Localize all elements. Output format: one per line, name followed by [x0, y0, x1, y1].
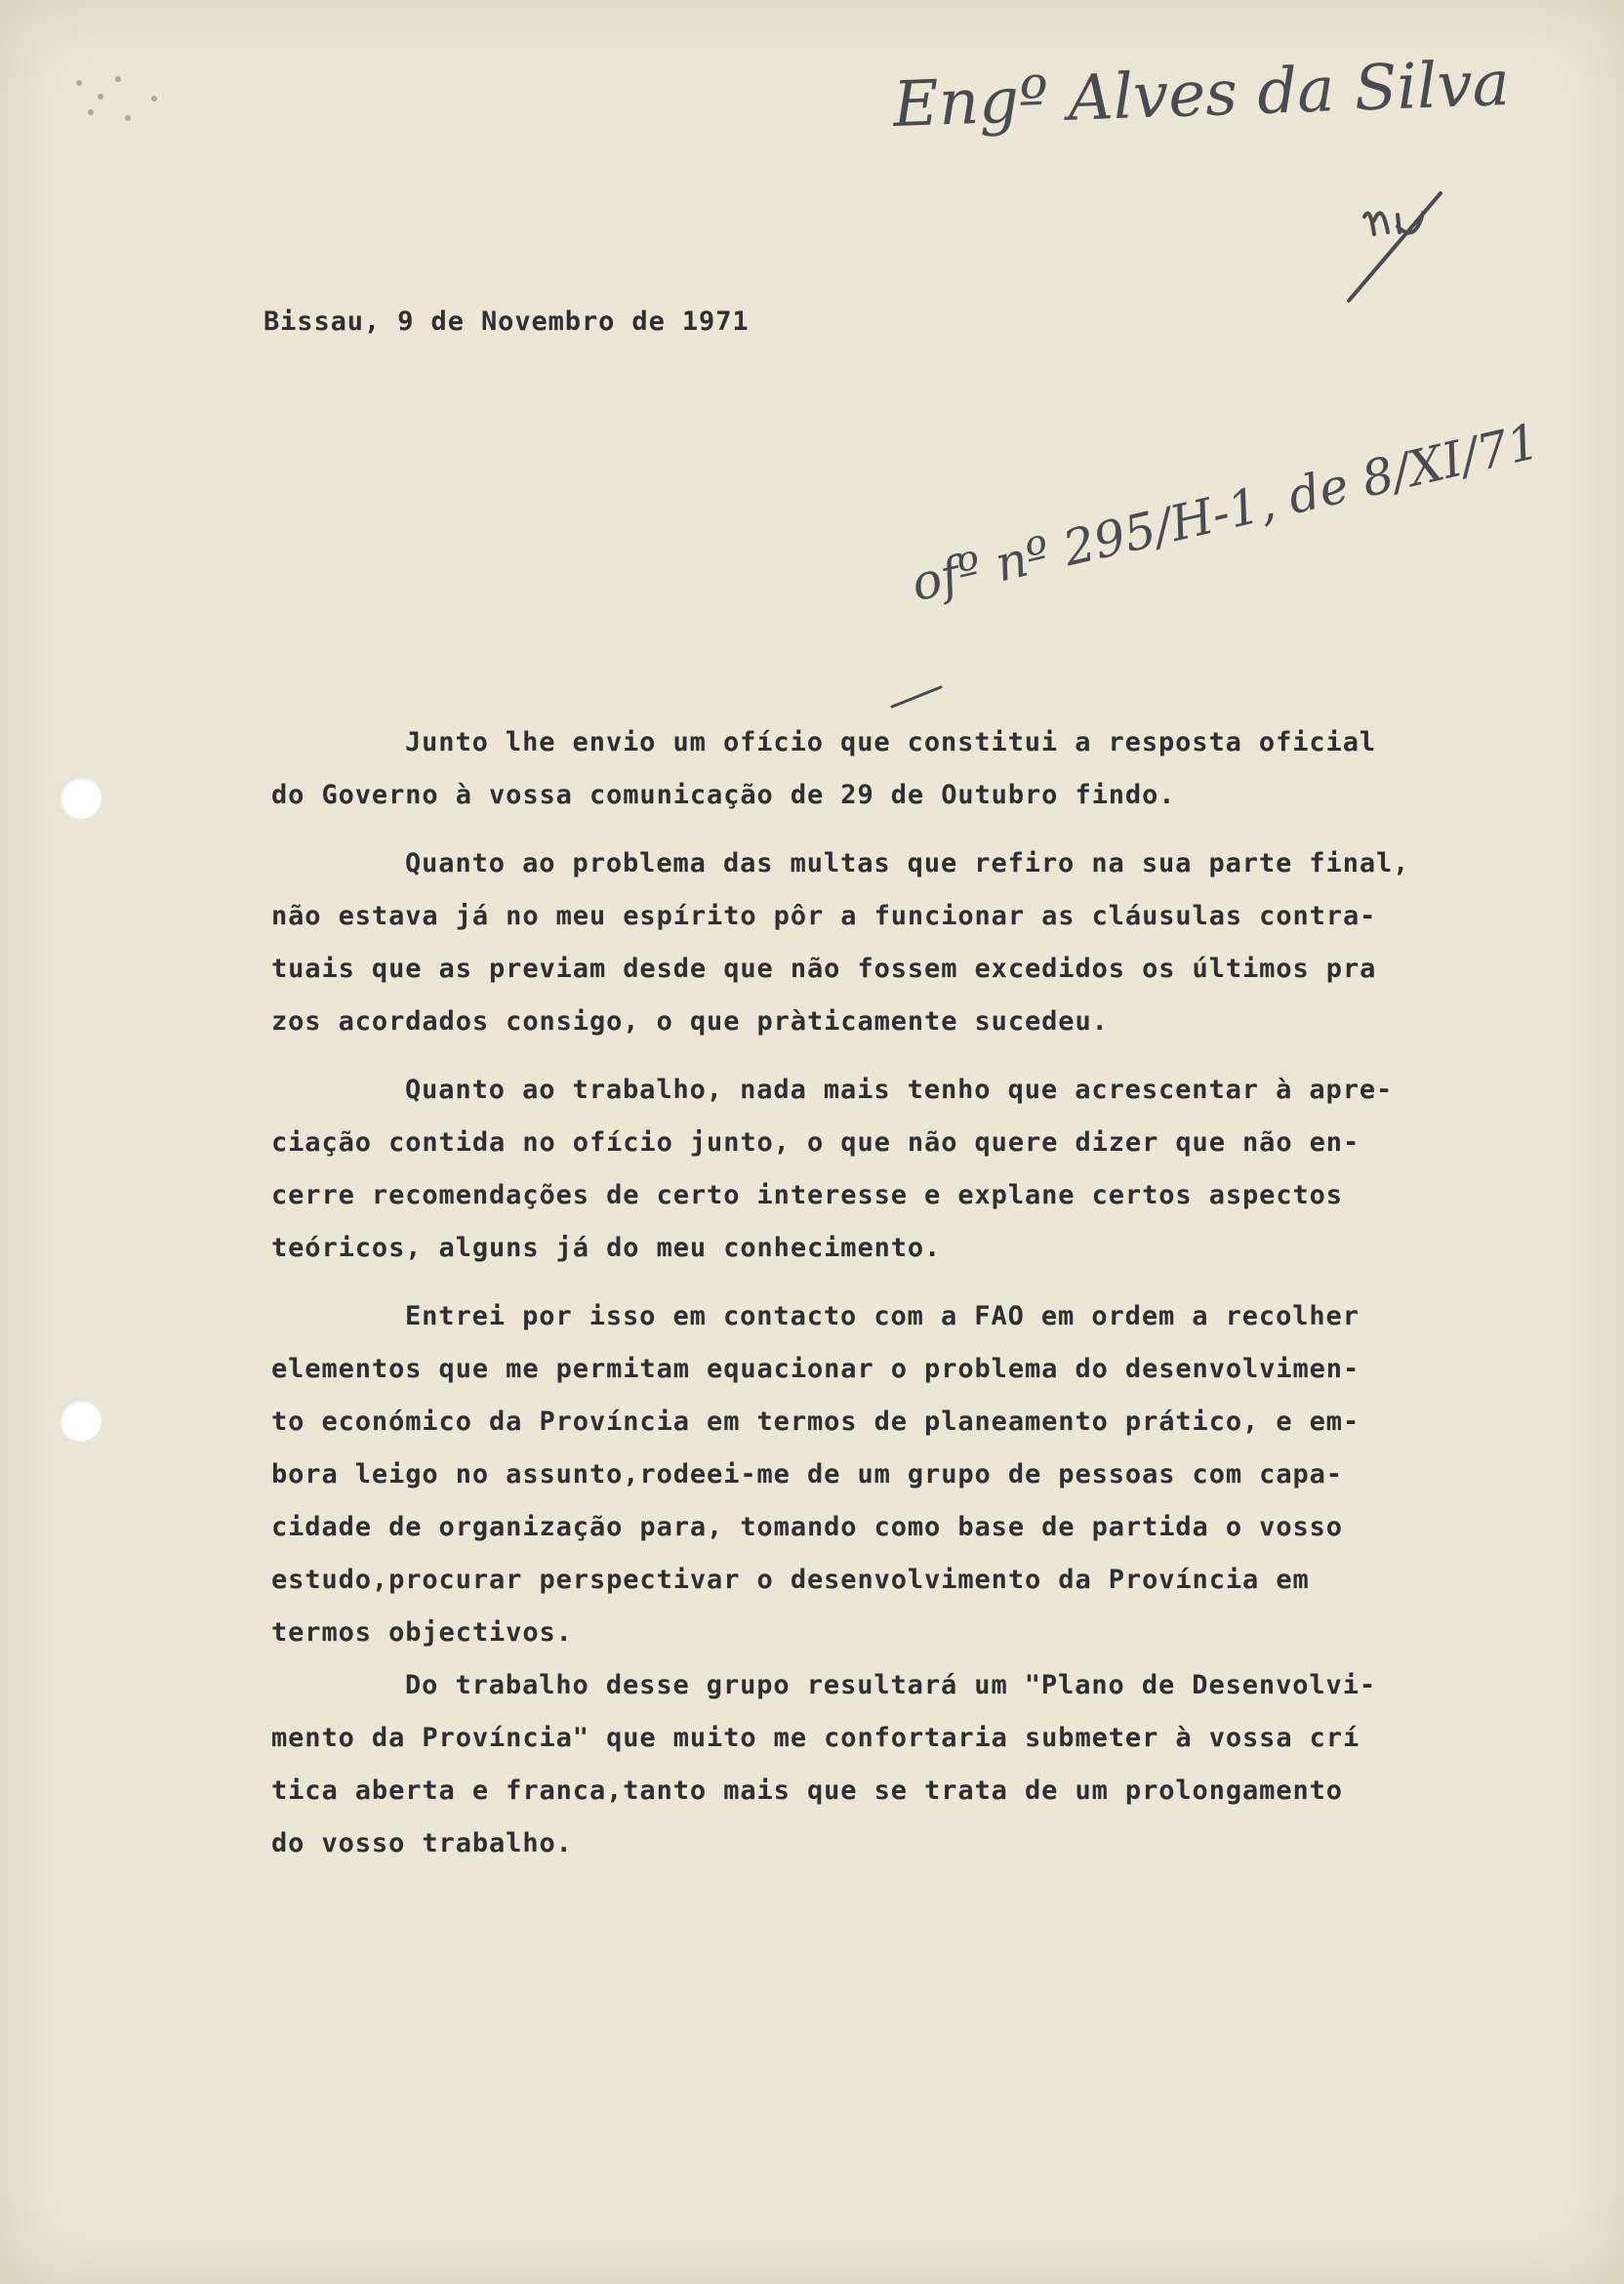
text-line: estudo,procurar perspectivar o desenvolvimento da Província em: [271, 1565, 1310, 1595]
paper-speck: [88, 109, 94, 115]
paragraph-4: [271, 1290, 1560, 1659]
text-line: tica aberta e franca,tanto mais que se trata de um prolongamento: [271, 1775, 1343, 1806]
handwritten-name: Engº Alves da Silva: [891, 47, 1511, 143]
text-line: Do trabalho desse grupo resultará um "Plano de Desenvolvi-: [405, 1670, 1377, 1700]
text-line: ciação contida no ofício junto, o que não quere dizer que não en-: [271, 1127, 1360, 1158]
text-line: to económico da Província em termos de planeamento prático, e em-: [271, 1407, 1360, 1437]
text-line: tuais que as previam desde que não fossem excedidos os últimos pra: [271, 954, 1377, 984]
text-line: elementos que me permitam equacionar o problema do desenvolvimen-: [271, 1354, 1360, 1384]
text-line: Quanto ao problema das multas que refiro na sua parte final,: [405, 848, 1410, 878]
text-line: do Governo à vossa comunicação de 29 de Outubro findo.: [271, 780, 1176, 810]
dateline: Bissau, 9 de Novembro de 1971: [264, 306, 750, 337]
text-line: bora leigo no assunto,rodeei-me de um grupo de pessoas com capa-: [271, 1459, 1343, 1489]
paragraph-5: [271, 1659, 1560, 1870]
handwritten-reference: ofº nº 295/H-1, de 8/XI/71: [906, 412, 1545, 613]
paper-speck: [151, 96, 157, 102]
text-line: teóricos, alguns já do meu conhecimento.: [271, 1233, 942, 1263]
text-line: Entrei por isso em contacto com a FAO em ordem a recolher: [405, 1301, 1360, 1331]
paragraph-2: [271, 837, 1560, 1048]
paper-speck: [76, 80, 82, 86]
text-line: Quanto ao trabalho, nada mais tenho que acrescentar à apre-: [405, 1075, 1394, 1105]
paper-speck: [115, 76, 121, 82]
text-line: termos objectivos.: [271, 1617, 573, 1648]
text-line: cerre recomendações de certo interesse e explane certos aspectos: [271, 1180, 1343, 1210]
punch-hole: [59, 1399, 102, 1442]
text-line: mento da Província" que muito me confortaria submeter à vossa crí: [271, 1723, 1360, 1753]
paper-speck: [98, 94, 103, 100]
paragraph-1: [271, 716, 1560, 822]
text-line: zos acordados consigo, o que pràticamente sucedeu.: [271, 1006, 1109, 1037]
handwritten-initials: [1337, 176, 1483, 312]
handwritten-dash: [888, 683, 947, 713]
paper-speck: [125, 115, 131, 121]
text-line: do vosso trabalho.: [271, 1828, 573, 1858]
punch-hole: [59, 776, 102, 819]
text-line: não estava já no meu espírito pôr a funcionar as cláusulas contra-: [271, 901, 1377, 931]
text-line: Junto lhe envio um ofício que constitui a resposta oficial: [405, 727, 1377, 757]
letter-body: [271, 716, 1560, 1870]
text-line: cidade de organização para, tomando como base de partida o vosso: [271, 1512, 1343, 1542]
paragraph-3: [271, 1064, 1560, 1275]
